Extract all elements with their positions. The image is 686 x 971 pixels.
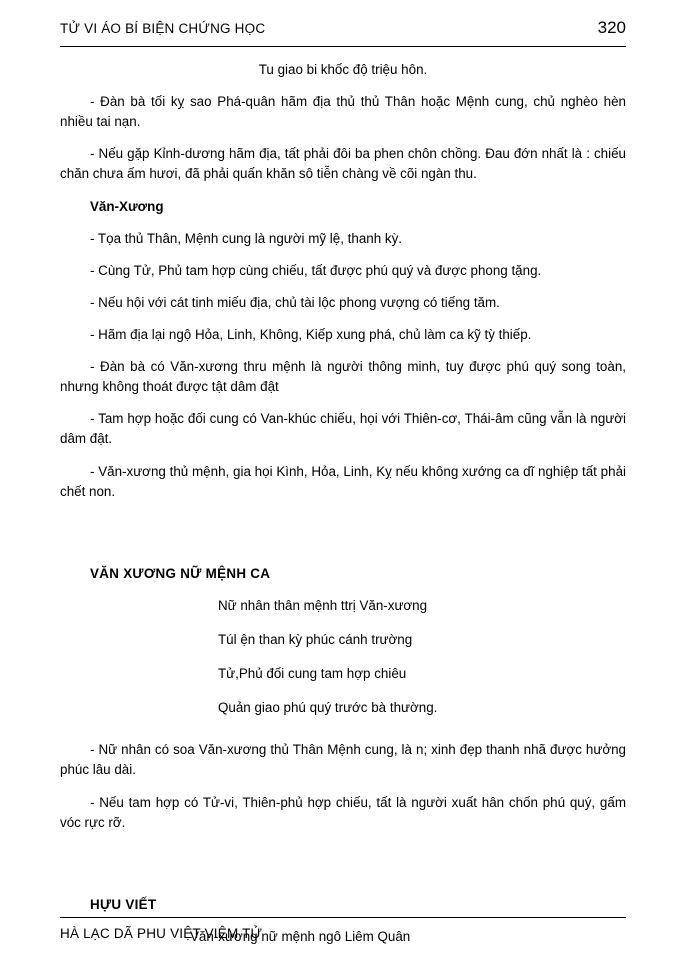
page-header (60, 18, 626, 38)
paragraph-8: - Tam hợp hoặc đối cung có Van-khúc chiếu, họi với Thiên-cơ, Thái-âm cũng vẫn là người dâm đật. (60, 411, 626, 447)
poem-line: Túl ện than kỳ phúc cánh trường (218, 631, 413, 647)
header-page-number: 320 (597, 18, 626, 37)
heading-van-xuong-nu-menh-ca: VĂN XƯƠNG NỮ MỆNH CA (90, 565, 271, 581)
paragraph-10: - Nữ nhân có soa Văn-xương thủ Thân Mệnh cung, là n; xinh đẹp thanh nhã được hưởng phúc lâu dài. (60, 742, 626, 778)
spacer (60, 514, 626, 538)
paragraph-1: - Đàn bà tối kỵ sao Phá-quân hãm địa thủ thủ Thân hoặc Mệnh cung, chủ nghèo hèn nhiều tai nạn. (60, 94, 626, 130)
paragraph-11: - Nếu tam hợp có Tử-vi, Thiên-phủ hợp chiếu, tất là người xuất hân chốn phú quý, gấm vóc rực rỡ. (60, 794, 626, 830)
subheading-van-xuong: Văn-Xương (90, 198, 164, 214)
heading-huu-viet: HỰU VIẾT (90, 896, 157, 912)
header-divider (60, 46, 626, 47)
poem-line: Nữ nhân thân mệnh ttrị Văn-xương (218, 597, 428, 613)
paragraph-6: - Hãm địa lại ngộ Hỏa, Linh, Không, Kiếp xung phá, chủ làm ca kỹ tỳ thiếp. (90, 326, 532, 342)
page-footer: HÀ LẠC DÃ PHU VIỆT VIÊM TỬ (60, 926, 263, 941)
paragraph-5: - Nếu hội với cát tinh miếu địa, chủ tài lộc phong vượng có tiếng tăm. (90, 294, 500, 310)
page-body (60, 60, 626, 959)
poem-line: Tử,Phủ đối cung tam hợp chiêu (218, 666, 407, 682)
paragraph-4: - Cùng Tử, Phủ tam hợp cùng chiếu, tất được phú quý và được phong tặng. (90, 262, 542, 278)
paragraph-7: - Đàn bà có Văn-xương thru mệnh là người thông minh, tuy được phú quý song toàn, nhưng không thoát được tật dâm đật (60, 359, 626, 395)
paragraph-3: - Tọa thủ Thân, Mệnh cung là người mỹ lệ, thanh kỳ. (90, 230, 403, 246)
paragraph-9: - Văn-xương thủ mệnh, gia họi Kình, Hỏa, Linh, Kỵ nếu không xướng ca dĩ nghiệp tất phải chết non. (60, 463, 626, 499)
header-title: TỬ VI ÁO BÍ BIỆN CHỨNG HỌC (60, 21, 266, 36)
spacer (60, 845, 626, 869)
poem-line: Quản giao phú quý trước bà thường. (218, 700, 438, 716)
footer-divider (60, 917, 626, 918)
poem-line: Văn-xương nữ mệnh ngô Liêm Quân (190, 928, 411, 944)
opening-line: Tu giao bi khốc độ triệu hôn. (258, 62, 428, 77)
paragraph-2: - Nếu gặp Kỉnh-dương hãm địa, tất phải đôi ba phen chôn chồng. Đau đớn nhất là : chiếu chăn chưa ấm hươi, đã phải quấn khăn sô tiễn chàng về cõi ngàn thu. (60, 146, 626, 182)
